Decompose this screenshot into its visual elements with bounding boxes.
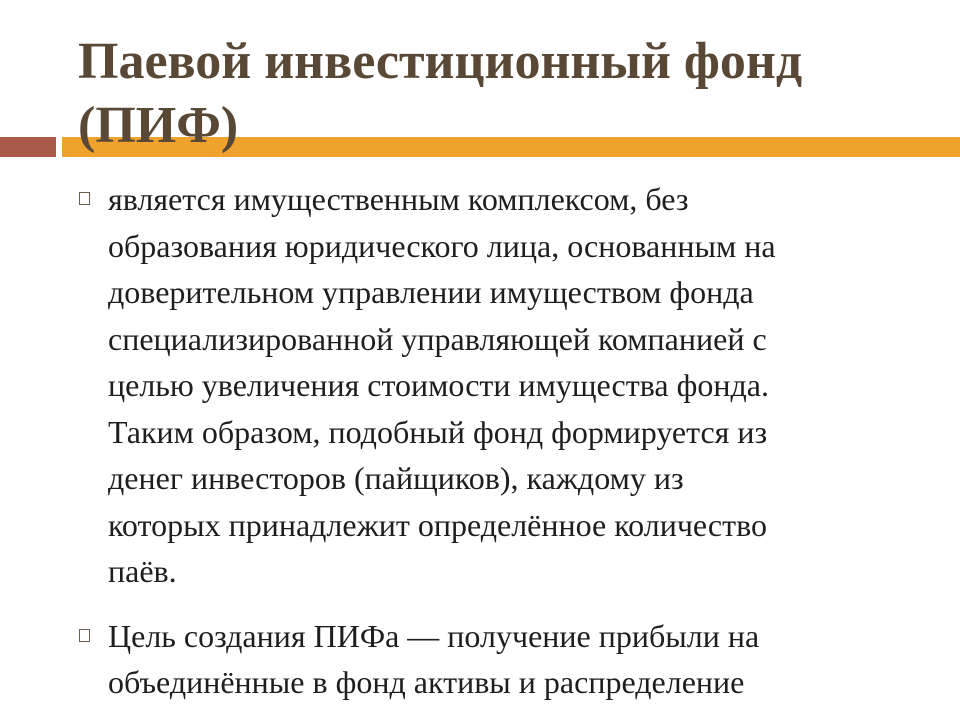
bullet-1-line-3: доверительном управлении имуществом фонда — [108, 274, 754, 310]
bullet-1-line-9: паёв. — [108, 553, 177, 589]
bullet-1-line-1: является имущественным комплексом, без — [108, 181, 689, 217]
slide-title — [78, 30, 802, 158]
bullet-1-line-6: Таким образом, подобный фонд формируется из — [108, 413, 768, 450]
hollow-square-bullet-icon — [79, 629, 90, 642]
title-line-1: Паевой инвестиционный фонд — [78, 33, 803, 90]
slide-body — [0, 176, 960, 706]
bullet-2-line-1: Цель создания ПИФа — получение прибыли на — [108, 617, 760, 654]
title-line-2: (ПИФ) — [78, 97, 239, 154]
accent-bar-brown — [0, 137, 56, 157]
bullet-1-line-4: специализированной управляющей компанией с — [108, 320, 767, 357]
bullet-1-line-2: образования юридического лица, основанным на — [108, 227, 776, 264]
hollow-square-bullet-icon — [79, 192, 90, 205]
bullet-1-line-8: которых принадлежит определённое количество — [108, 506, 767, 543]
bullet-item-2 — [0, 613, 960, 706]
bullet-1-line-7: денег инвесторов (пайщиков), каждому из — [108, 460, 684, 496]
bullet-item-1 — [0, 176, 960, 595]
bullet-1-line-5: целью увеличения стоимости имущества фонда. — [108, 367, 769, 403]
bullet-2-line-2: объединённые в фонд активы и распределение — [108, 664, 745, 700]
